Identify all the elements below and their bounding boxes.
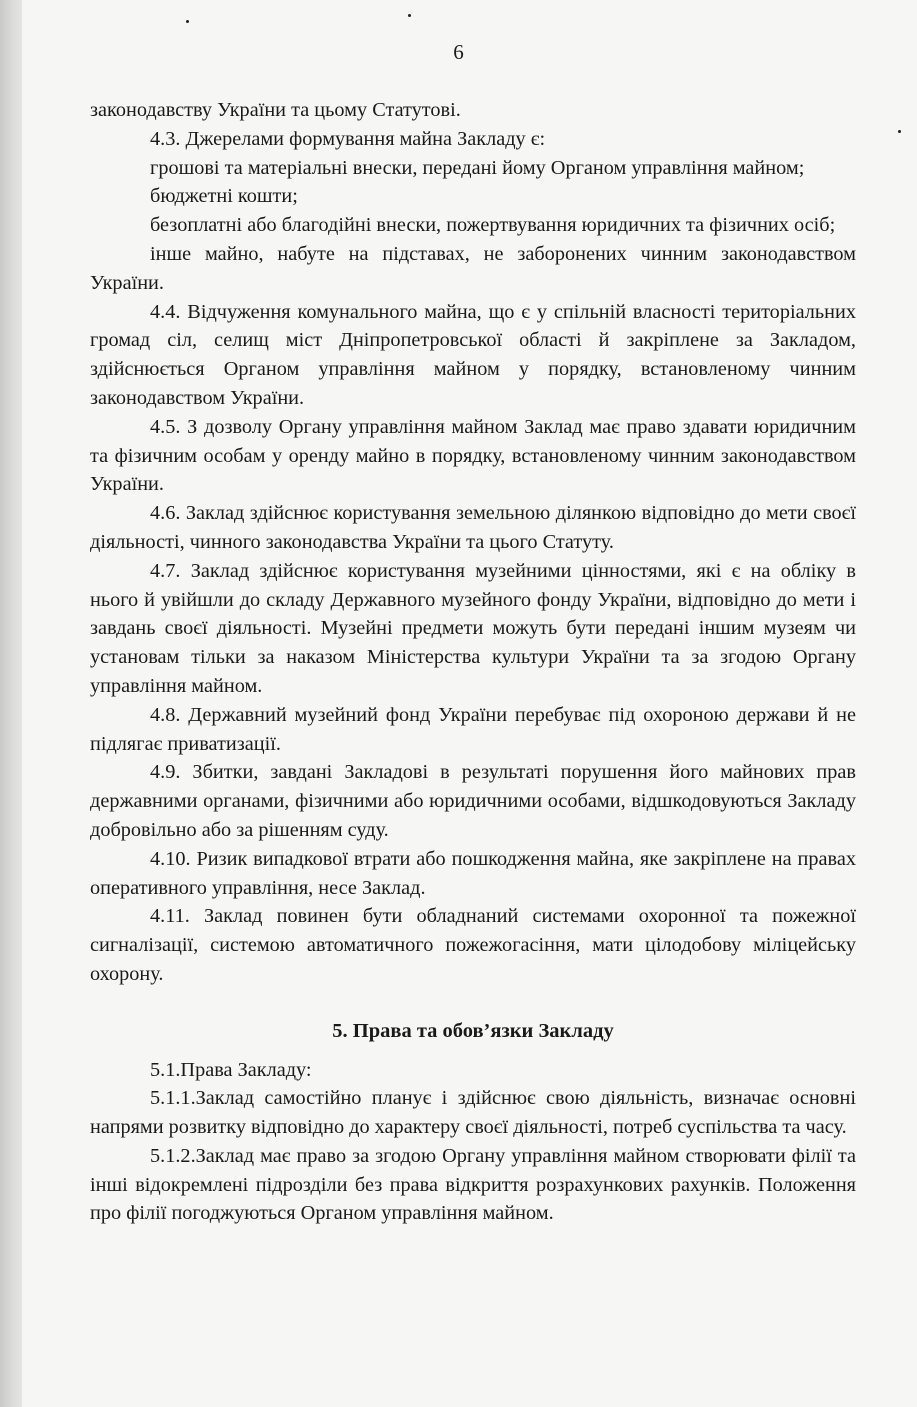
paragraph: 5.1.2.Заклад має право за згодою Органу управління майном створювати філії та інші відокремлені підрозділи без права відкриття розрахункових рахунків. Положення про філії погоджуються Органом управління майном.: [90, 1144, 856, 1225]
paragraph: 4.10. Ризик випадкової втрати або пошкодження майна, яке закріплене на правах оперативного управління, несе Заклад.: [90, 847, 856, 899]
paragraph: 4.9. Збитки, завдані Закладові в результаті порушення його майнових прав державними органами, фізичними або юридичними особами, відшкодовуються Закладу добровільно або за рішенням суду.: [90, 761, 856, 841]
paragraph: бюджетні кошти;: [150, 185, 298, 208]
speck: [408, 14, 411, 17]
paragraph: 5.1.1.Заклад самостійно планує і здійснює свою діяльність, визначає основні напрями розвитку відповідно до характеру своєї діяльності, потреб суспільства та часу.: [90, 1087, 856, 1139]
document-body: [90, 96, 856, 1228]
paragraph: безоплатні або благодійні внески, пожертвування юридичних та фізичних осіб;: [150, 214, 836, 237]
paragraph: 4.3. Джерелами формування майна Закладу є:: [150, 127, 546, 150]
page-number: 6: [453, 40, 464, 64]
paragraph: 4.7. Заклад здійснює користування музейними цінностями, які є на обліку в нього й увійшли до складу Державного музейного фонду України, відповідно до мети і завдань своєї діяльності. Музейні предмети можуть бути передані іншим музеям чи установам тільки за наказом Міністерства культури України та за згодою Органу управління майном.: [90, 559, 856, 697]
speck: [898, 130, 901, 133]
paragraph: законодавству України та цьому Статутові.: [90, 99, 461, 121]
binding-spine: [0, 0, 22, 1407]
section-title: 5. Права та обов’язки Закладу: [332, 1019, 614, 1042]
paragraph: 4.11. Заклад повинен бути обладнаний системами охоронної та пожежної сигналізації, системою автоматичного пожежогасіння, мати цілодобову міліцейську охорону.: [90, 905, 856, 985]
paragraph: грошові та матеріальні внески, передані йому Органом управління майном;: [150, 156, 805, 179]
paragraph: 4.4. Відчуження комунального майна, що є у спільній власності територіальних громад сіл, селищ міст Дніпропетровської області й закріплене за Закладом, здійснюється Органом управління майном у порядку, встановленому чинним законодавством України.: [90, 300, 856, 409]
paragraph: 4.5. З дозволу Органу управління майном Заклад має право здавати юридичним та фізичним особам у оренду майно в порядку, встановленому чинним законодавством України.: [90, 415, 856, 496]
paragraph: 4.8. Державний музейний фонд України перебуває під охороною держави й не підлягає приватизації.: [90, 703, 856, 755]
paragraph: 4.6. Заклад здійснює користування земельною ділянкою відповідно до мети своєї діяльності, чинного законодавства України та цього Статуту.: [90, 502, 856, 553]
paragraph: інше майно, набуте на підставах, не заборонених чинним законодавством України.: [90, 242, 856, 294]
paragraph: 5.1.Права Закладу:: [150, 1058, 312, 1081]
speck: [186, 20, 189, 23]
